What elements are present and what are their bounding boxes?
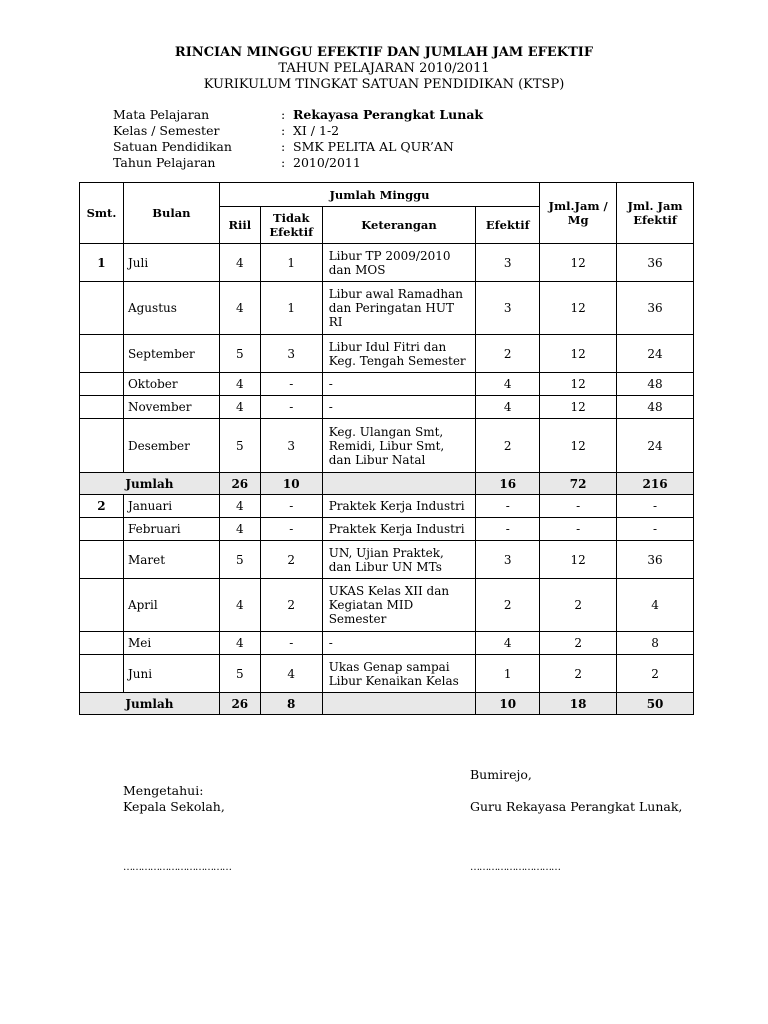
header-efektif: Efektif (476, 207, 540, 244)
total-tidak-efektif: 8 (260, 693, 322, 715)
cell-smt (80, 541, 124, 579)
cell-jam-mg: 12 (540, 335, 617, 373)
cell-riil: 4 (219, 282, 260, 335)
signature-acknowledged: Mengetahui: (123, 783, 204, 798)
table-row (80, 655, 694, 693)
signature-teacher-role: Guru Rekayasa Perangkat Lunak, (470, 799, 683, 814)
cell-bulan: Januari (123, 495, 219, 518)
cell-bulan: Desember (123, 419, 219, 473)
info-row-subject (113, 107, 483, 123)
cell-jam-mg: 12 (540, 244, 617, 282)
cell-smt (80, 655, 124, 693)
signature-principal-role: Kepala Sekolah, (123, 799, 225, 814)
table-row (80, 495, 694, 518)
info-value: XI / 1-2 (293, 123, 340, 138)
cell-keterangan: UN, Ujian Praktek, dan Libur UN MTs (322, 541, 476, 579)
cell-riil: 4 (219, 632, 260, 655)
cell-riil: 5 (219, 335, 260, 373)
table-row (80, 244, 694, 282)
cell-efektif: 3 (476, 282, 540, 335)
cell-riil: 4 (219, 518, 260, 541)
cell-jam-efektif: 24 (617, 419, 694, 473)
cell-tidak-efektif: 2 (260, 579, 322, 632)
cell-jam-mg: 12 (540, 419, 617, 473)
total-jam-mg: 72 (540, 473, 617, 495)
cell-efektif: 2 (476, 335, 540, 373)
info-colon: : (281, 123, 286, 138)
cell-bulan: Oktober (123, 373, 219, 396)
cell-riil: 4 (219, 396, 260, 419)
cell-jam-efektif: 48 (617, 396, 694, 419)
cell-jam-mg: 2 (540, 579, 617, 632)
cell-jam-mg: 12 (540, 373, 617, 396)
cell-keterangan: Keg. Ulangan Smt, Remidi, Libur Smt, dan Libur Natal (322, 419, 476, 473)
info-label: Mata Pelajaran (113, 107, 210, 122)
cell-riil: 5 (219, 541, 260, 579)
info-label: Kelas / Semester (113, 123, 220, 138)
cell-jam-mg: - (540, 495, 617, 518)
cell-jam-efektif: 48 (617, 373, 694, 396)
cell-tidak-efektif: 4 (260, 655, 322, 693)
cell-bulan: Mei (123, 632, 219, 655)
header-smt: Smt. (80, 183, 124, 244)
cell-bulan: Juli (123, 244, 219, 282)
signature-line-principal: ……………………………… (123, 862, 231, 873)
cell-smt: 2 (80, 495, 124, 518)
total-keterangan (322, 473, 476, 495)
cell-smt: 1 (80, 244, 124, 282)
info-label: Satuan Pendidikan (113, 139, 232, 154)
table-row (80, 373, 694, 396)
cell-bulan: April (123, 579, 219, 632)
table-row (80, 282, 694, 335)
doc-subtitle-curriculum: KURIKULUM TINGKAT SATUAN PENDIDIKAN (KTSP) (203, 77, 565, 92)
cell-smt (80, 632, 124, 655)
table-row (80, 632, 694, 655)
cell-jam-mg: 12 (540, 396, 617, 419)
cell-efektif: 3 (476, 244, 540, 282)
cell-riil: 5 (219, 655, 260, 693)
cell-smt (80, 419, 124, 473)
cell-jam-efektif: 36 (617, 244, 694, 282)
cell-jam-mg: - (540, 518, 617, 541)
total-riil: 26 (219, 473, 260, 495)
cell-tidak-efektif: - (260, 373, 322, 396)
cell-smt (80, 282, 124, 335)
cell-jam-efektif: 36 (617, 541, 694, 579)
cell-jam-efektif: 8 (617, 632, 694, 655)
header-riil: Riil (219, 207, 260, 244)
cell-bulan: November (123, 396, 219, 419)
header-jumlah-minggu: Jumlah Minggu (219, 183, 539, 207)
info-colon: : (281, 139, 286, 154)
cell-efektif: 2 (476, 579, 540, 632)
cell-tidak-efektif: 1 (260, 244, 322, 282)
header-jml-jam-mg: Jml.Jam / Mg (540, 183, 617, 244)
cell-jam-efektif: 36 (617, 282, 694, 335)
cell-keterangan: Libur awal Ramadhan dan Peringatan HUT RI (322, 282, 476, 335)
cell-jam-mg: 2 (540, 655, 617, 693)
cell-jam-efektif: 24 (617, 335, 694, 373)
cell-tidak-efektif: 1 (260, 282, 322, 335)
table-total-row (80, 693, 694, 715)
cell-smt (80, 335, 124, 373)
cell-tidak-efektif: - (260, 495, 322, 518)
cell-jam-efektif: - (617, 495, 694, 518)
cell-bulan: Juni (123, 655, 219, 693)
cell-keterangan: Praktek Kerja Industri (322, 518, 476, 541)
cell-jam-mg: 12 (540, 541, 617, 579)
total-tidak-efektif: 10 (260, 473, 322, 495)
info-colon: : (281, 155, 286, 170)
cell-keterangan: Praktek Kerja Industri (322, 495, 476, 518)
table-row (80, 579, 694, 632)
cell-riil: 4 (219, 373, 260, 396)
table-row (80, 518, 694, 541)
cell-keterangan: - (322, 373, 476, 396)
cell-riil: 4 (219, 495, 260, 518)
cell-efektif: - (476, 518, 540, 541)
cell-smt (80, 579, 124, 632)
total-efektif: 10 (476, 693, 540, 715)
info-row-year (113, 155, 483, 171)
doc-subtitle-year: TAHUN PELAJARAN 2010/2011 (278, 61, 490, 76)
total-efektif: 16 (476, 473, 540, 495)
total-jam-mg: 18 (540, 693, 617, 715)
cell-jam-mg: 12 (540, 282, 617, 335)
info-row-school (113, 139, 483, 155)
cell-tidak-efektif: - (260, 632, 322, 655)
table-row (80, 335, 694, 373)
cell-tidak-efektif: 3 (260, 335, 322, 373)
cell-tidak-efektif: - (260, 518, 322, 541)
cell-tidak-efektif: - (260, 396, 322, 419)
cell-efektif: 3 (476, 541, 540, 579)
table-body (80, 244, 694, 715)
info-colon: : (281, 107, 286, 122)
cell-efektif: 4 (476, 632, 540, 655)
cell-efektif: 2 (476, 419, 540, 473)
total-jam-efektif: 50 (617, 693, 694, 715)
total-riil: 26 (219, 693, 260, 715)
cell-riil: 4 (219, 579, 260, 632)
doc-title: RINCIAN MINGGU EFEKTIF DAN JUMLAH JAM EFEKTIF (174, 45, 594, 60)
cell-tidak-efektif: 2 (260, 541, 322, 579)
total-jam-efektif: 216 (617, 473, 694, 495)
cell-bulan: Maret (123, 541, 219, 579)
info-value: 2010/2011 (293, 155, 361, 170)
info-value: Rekayasa Perangkat Lunak (293, 107, 484, 122)
cell-efektif: 4 (476, 396, 540, 419)
info-label: Tahun Pelajaran (113, 155, 216, 170)
cell-riil: 4 (219, 244, 260, 282)
table-row (80, 396, 694, 419)
total-label: Jumlah (80, 473, 220, 495)
total-keterangan (322, 693, 476, 715)
cell-jam-efektif: 2 (617, 655, 694, 693)
header-tidak-efektif: Tidak Efektif (260, 207, 322, 244)
cell-efektif: 1 (476, 655, 540, 693)
effective-weeks-table (79, 182, 694, 715)
cell-bulan: Agustus (123, 282, 219, 335)
cell-efektif: 4 (476, 373, 540, 396)
cell-jam-efektif: 4 (617, 579, 694, 632)
info-value: SMK PELITA AL QUR’AN (293, 139, 454, 154)
cell-riil: 5 (219, 419, 260, 473)
table-total-row (80, 473, 694, 495)
cell-jam-mg: 2 (540, 632, 617, 655)
cell-efektif: - (476, 495, 540, 518)
total-label: Jumlah (80, 693, 220, 715)
cell-smt (80, 373, 124, 396)
header-keterangan: Keterangan (322, 207, 476, 244)
cell-jam-efektif: - (617, 518, 694, 541)
header-jml-jam-efektif: Jml. Jam Efektif (617, 183, 694, 244)
table-row (80, 541, 694, 579)
cell-smt (80, 518, 124, 541)
table-row (80, 419, 694, 473)
cell-smt (80, 396, 124, 419)
cell-keterangan: Libur Idul Fitri dan Keg. Tengah Semester (322, 335, 476, 373)
info-block (113, 107, 483, 171)
info-row-class (113, 123, 483, 139)
cell-tidak-efektif: 3 (260, 419, 322, 473)
cell-keterangan: - (322, 396, 476, 419)
cell-keterangan: Ukas Genap sampai Libur Kenaikan Kelas (322, 655, 476, 693)
cell-keterangan: Libur TP 2009/2010 dan MOS (322, 244, 476, 282)
header-bulan: Bulan (123, 183, 219, 244)
cell-bulan: Februari (123, 518, 219, 541)
cell-keterangan: - (322, 632, 476, 655)
cell-keterangan: UKAS Kelas XII dan Kegiatan MID Semester (322, 579, 476, 632)
cell-bulan: September (123, 335, 219, 373)
signature-place: Bumirejo, (470, 767, 532, 782)
signature-line-teacher: ………………………… (470, 862, 560, 873)
